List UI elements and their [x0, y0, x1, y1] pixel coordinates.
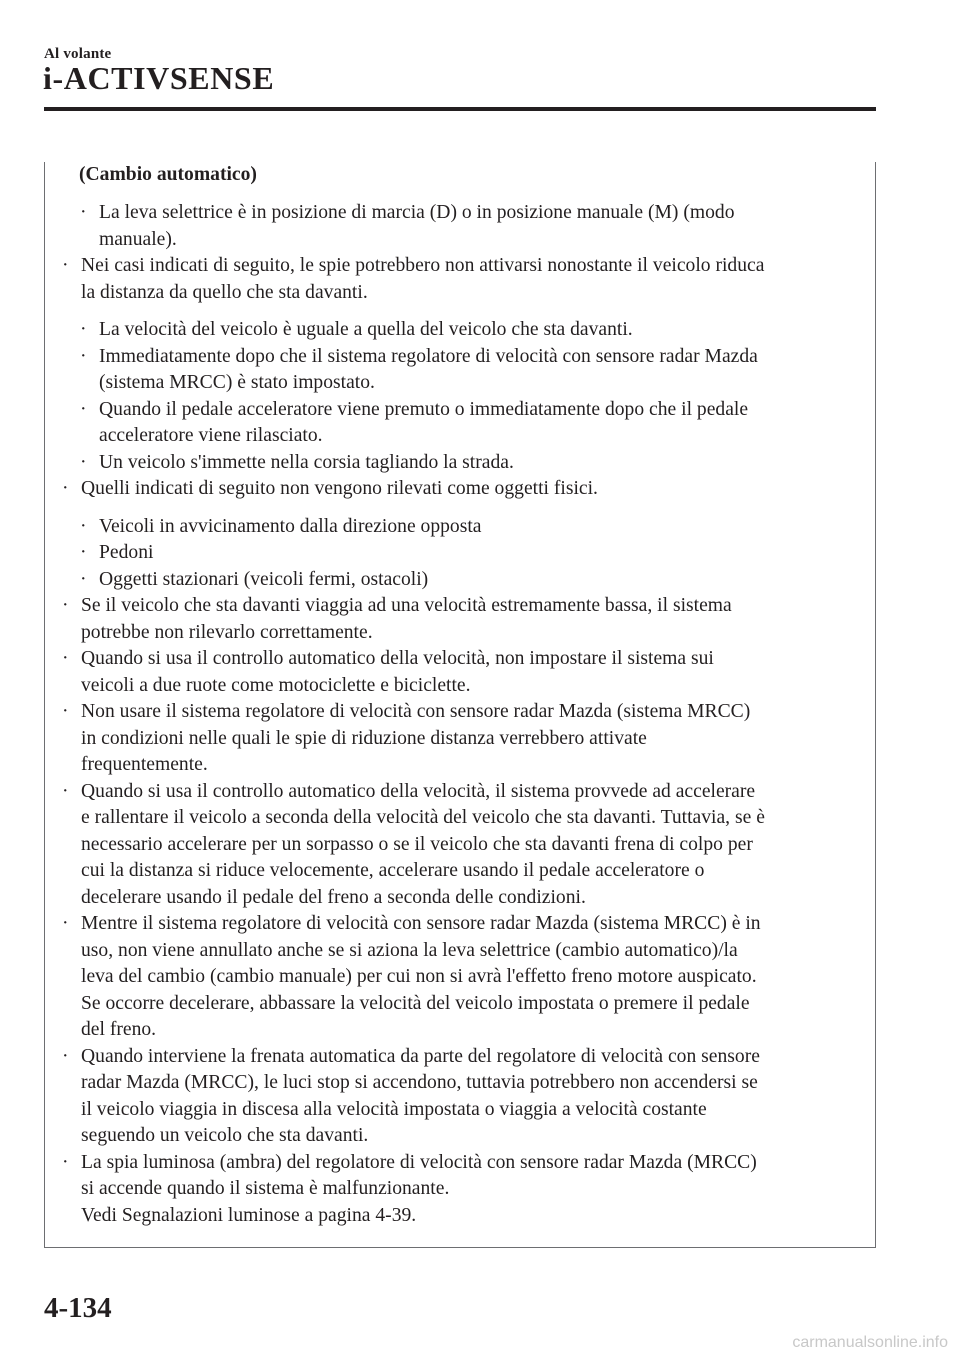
list-item — [80, 514, 871, 541]
bullet-icon: · — [80, 542, 87, 563]
list-item-text: veicoli a due ruote come motociclette e biciclette. — [81, 674, 471, 696]
list-item-text: Un veicolo s'immette nella corsia tagliando la strada. — [99, 451, 514, 473]
list-item-text: si accende quando il sistema è malfunzionante. — [81, 1178, 450, 1199]
header-divider — [44, 107, 876, 111]
list-item-text: Vedi Segnalazioni luminose a pagina 4-39. — [81, 1204, 417, 1226]
list-item-text: Nei casi indicati di seguito, le spie potrebbero non attivarsi nonostante il veicolo riduca — [81, 255, 765, 276]
list-item-text: frequentemente. — [81, 754, 208, 775]
list-item-text: radar Mazda (MRCC), le luci stop si accendono, tuttavia potrebbero non accendersi se — [81, 1072, 758, 1093]
list-item — [80, 540, 871, 567]
bullet-icon: · — [62, 701, 69, 722]
list-item — [62, 593, 871, 646]
list-item-text: Se il veicolo che sta davanti viaggia ad una velocità estremamente bassa, il sistema — [81, 595, 732, 616]
list-item-text: Oggetti stazionari (veicoli fermi, ostacoli) — [99, 568, 429, 590]
list-item-text: Quando si usa il controllo automatico della velocità, il sistema provvede ad accelerare — [81, 780, 756, 802]
list-item-text: (sistema MRCC) è stato impostato. — [99, 372, 375, 393]
list-item — [62, 476, 871, 503]
list-item-text: leva del cambio (cambio manuale) per cui non si avrà l'effetto freno motore auspicato. — [81, 966, 757, 987]
list-item-text: la distanza da quello che sta davanti. — [81, 281, 368, 303]
bullet-icon: · — [62, 1151, 69, 1173]
list-item — [80, 200, 871, 253]
list-item-text: La spia luminosa (ambra) del regolatore di velocità con sensore radar Mazda (MRCC) — [81, 1151, 757, 1173]
list-item-text: Pedoni — [99, 542, 154, 563]
list-item-text: La velocità del veicolo è uguale a quella del veicolo che sta davanti. — [99, 319, 633, 340]
bullet-icon: · — [80, 451, 87, 473]
list-item-text: e rallentare il veicolo a seconda della velocità del veicolo che sta davanti. Tuttavia, se è — [81, 807, 765, 828]
list-item-text: manuale). — [99, 228, 177, 250]
bullet-icon: · — [80, 202, 87, 223]
bullet-icon: · — [62, 780, 69, 802]
list-item-text: potrebbe non rilevarlo correttamente. — [81, 621, 373, 643]
list-item-text: Quando si usa il controllo automatico della velocità, non impostare il sistema sui — [81, 648, 714, 669]
bullet-icon: · — [80, 398, 87, 420]
list-item-text: La leva selettrice è in posizione di marcia (D) o in posizione manuale (M) (modo — [99, 202, 735, 223]
sub-heading: (Cambio automatico) — [79, 164, 257, 185]
bullet-icon: · — [62, 648, 69, 669]
bullet-icon: · — [80, 345, 87, 367]
content-box — [44, 162, 876, 1248]
list-item-text: decelerare usando il pedale del freno a seconda delle condizioni. — [81, 886, 586, 908]
bullet-icon: · — [80, 319, 87, 340]
watermark: carmanualsonline.info — [792, 1334, 948, 1351]
list-item-text: Immediatamente dopo che il sistema regolatore di velocità con sensore radar Mazda — [99, 345, 758, 367]
list-item-text: seguendo un veicolo che sta davanti. — [81, 1125, 369, 1146]
list-item-text: in condizioni nelle quali le spie di riduzione distanza verrebbero attivate — [81, 727, 647, 749]
list-item-text: Non usare il sistema regolatore di velocità con sensore radar Mazda (sistema MRCC) — [81, 701, 751, 722]
list-item-text: il veicolo viaggia in discesa alla velocità impostata o viaggia a velocità costante — [81, 1098, 707, 1120]
list-item-text: cui la distanza si riduce velocemente, accelerare usando il pedale acceleratore o — [81, 860, 705, 881]
list-item — [80, 567, 871, 594]
section-title: Al volante — [44, 46, 112, 62]
list-item — [80, 450, 871, 477]
list-item — [80, 344, 871, 397]
list-item-text: acceleratore viene rilasciato. — [99, 425, 323, 446]
list-item — [62, 779, 871, 912]
bullet-icon: · — [62, 913, 69, 934]
list-item-text: del freno. — [81, 1019, 157, 1040]
list-item — [80, 397, 871, 450]
list-item-text: Quando interviene la frenata automatica da parte del regolatore di velocità con sensore — [81, 1045, 760, 1067]
list-item-text: necessario accelerare per un sorpasso o se il veicolo che sta davanti frena di colpo per — [81, 833, 753, 855]
bullet-icon: · — [80, 568, 87, 590]
list-item-text: Mentre il sistema regolatore di velocità con sensore radar Mazda (sistema MRCC) è in — [81, 913, 761, 934]
list-item — [62, 1150, 871, 1230]
list-item-text: Quelli indicati di seguito non vengono rilevati come oggetti fisici. — [81, 478, 598, 499]
list-item — [62, 253, 871, 306]
list-item — [62, 911, 871, 1044]
list-item — [62, 1044, 871, 1150]
list-item — [62, 646, 871, 699]
chapter-title: i-ACTIVSENSE — [43, 60, 275, 96]
bullet-icon: · — [62, 478, 69, 499]
page-number: 4-134 — [44, 1292, 112, 1324]
bullet-icon: · — [80, 515, 87, 537]
bullet-icon: · — [62, 1045, 69, 1067]
list-item-text: Se occorre decelerare, abbassare la velocità del veicolo impostata o premere il pedale — [81, 992, 750, 1014]
list-item — [80, 317, 871, 344]
list-item-text: Quando il pedale acceleratore viene premuto o immediatamente dopo che il pedale — [99, 398, 749, 420]
list-item-text: uso, non viene annullato anche se si aziona la leva selettrice (cambio automatico)/la — [81, 939, 738, 961]
list-item — [62, 699, 871, 779]
bullet-icon: · — [62, 595, 69, 616]
list-item-text: Veicoli in avvicinamento dalla direzione opposta — [99, 515, 482, 537]
bullet-icon: · — [62, 255, 69, 276]
